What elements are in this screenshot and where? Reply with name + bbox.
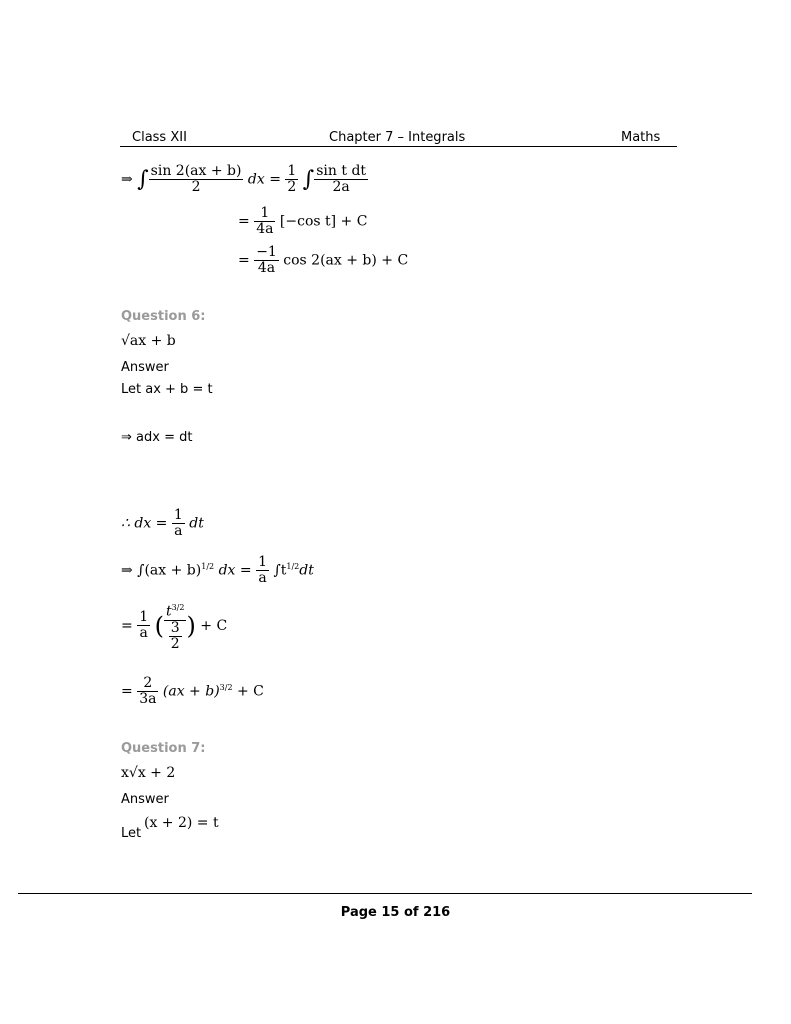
question-6-step-3: = $\frac{1}{a}$ ( $\frac{t^{3/2}}{\frac{3}{2}}$ ) + C xyxy=(121,600,227,652)
question-6-expression: √ax + b xyxy=(121,333,176,349)
question-6-answer-label: Answer xyxy=(121,360,169,375)
header-subject: Maths xyxy=(621,130,661,145)
footer-rule xyxy=(18,893,752,894)
equation-line-3: = $\frac{-1}{4a}$ cos 2(ax + b) + C xyxy=(238,244,409,276)
header-chapter: Chapter 7 – Integrals xyxy=(329,130,466,145)
question-6-implies: ⇒ adx = dt xyxy=(121,430,193,445)
question-6-step-1: ∴ dx = $\frac{1}{a}$ dt xyxy=(121,507,204,539)
question-7-let-word: Let xyxy=(121,826,142,841)
equation-line-2: = $\frac{1}{4a}$ [−cos t] + C xyxy=(238,205,368,237)
question-6-step-4: = $\frac{2}{3a}$ (ax + b)$^{3/2}$ + C xyxy=(121,675,264,707)
question-6-step-2: ⇒ ∫(ax + b)$^{1/2}$ dx = $\frac{1}{a}$ $\int t^{1/2}dt$ xyxy=(121,554,314,586)
page-number: Page 15 of 216 xyxy=(340,905,451,920)
question-6-let: Let ax + b = t xyxy=(121,382,213,397)
equation-line-1: ⇒ ∫ $\frac{\sin 2(ax + b)}{2}$ dx = $\frac{1}{2}$ ∫ $\frac{\text{sin t dt}}{2a}$ xyxy=(121,163,367,195)
header-rule xyxy=(120,146,677,147)
header-class: Class XII xyxy=(132,130,187,145)
question-7-title: Question 7: xyxy=(121,741,206,756)
question-6-title: Question 6: xyxy=(121,309,206,324)
question-7-let-expression: (x + 2) = t xyxy=(144,815,219,831)
question-7-expression: x√x + 2 xyxy=(121,765,176,781)
question-7-answer-label: Answer xyxy=(121,792,169,807)
